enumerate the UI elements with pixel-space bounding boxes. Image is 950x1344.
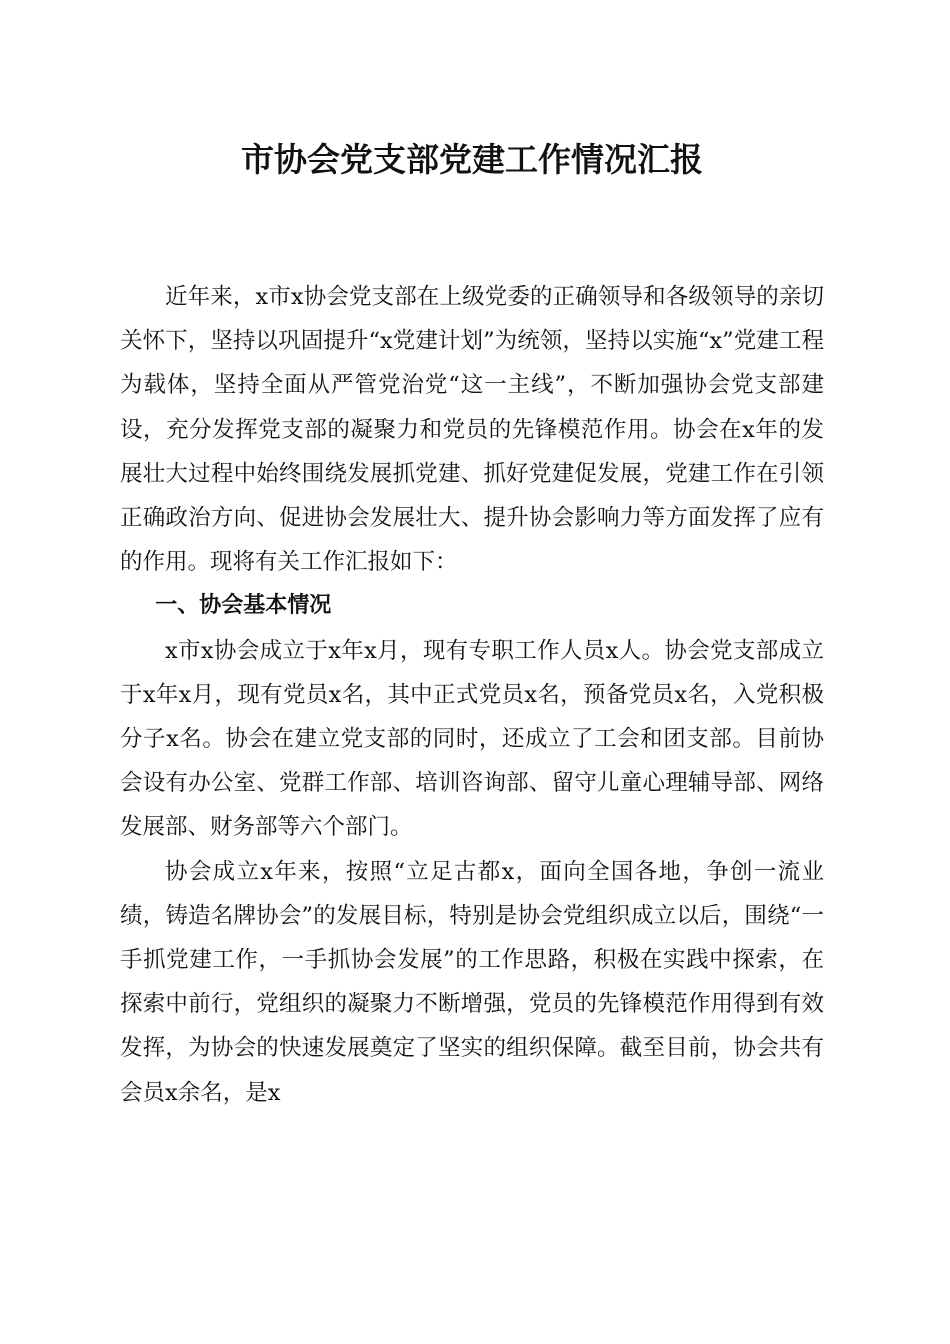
document-title: 市协会党支部党建工作情况汇报 [241, 140, 703, 179]
section-paragraph-development: 协会成立x年来，按照“立足古都x，面向全国各地，争创一流业绩，铸造名牌协会”的发展目标，特别是协会党组织成立以后，围绕“一手抓党建工作，一手抓协会发展”的工作思路，积极在实践中探索，在探索中前行，党组织的凝聚力不断增强，党员的先锋模范作用得到有效发挥，为协会的快速发展奠定了坚实的组织保障。截至目前，协会共有会员x余名，是x [120, 858, 824, 1106]
section-heading-basic-info: 一、协会基本情况 [155, 593, 332, 619]
document-page [120, 135, 824, 1115]
section-paragraph-overview: x市x协会成立于x年x月，现有专职工作人员x人。协会党支部成立于x年x月，现有党员x名，其中正式党员x名，预备党员x名，入党积极分子x名。协会在建立党支部的同时，还成立了工会和团支部。目前协会设有办公室、党群工作部、培训咨询部、留守儿童心理辅导部、网络发展部、财务部等六个部门。 [120, 637, 824, 841]
intro-paragraph: 近年来，x市x协会党支部在上级党委的正确领导和各级领导的亲切关怀下，坚持以巩固提升“x党建计划”为统领，坚持以实施“x”党建工程为载体，坚持全面从严管党治党“这一主线”，不断加强协会党支部建设，充分发挥党支部的凝聚力和党员的先锋模范作用。协会在x年的发展壮大过程中始终围绕发展抓党建、抓好党建促发展，党建工作在引领正确政治方向、促进协会发展壮大、提升协会影响力等方面发挥了应有的作用。现将有关工作汇报如下： [120, 284, 824, 576]
document-body [120, 275, 824, 1115]
